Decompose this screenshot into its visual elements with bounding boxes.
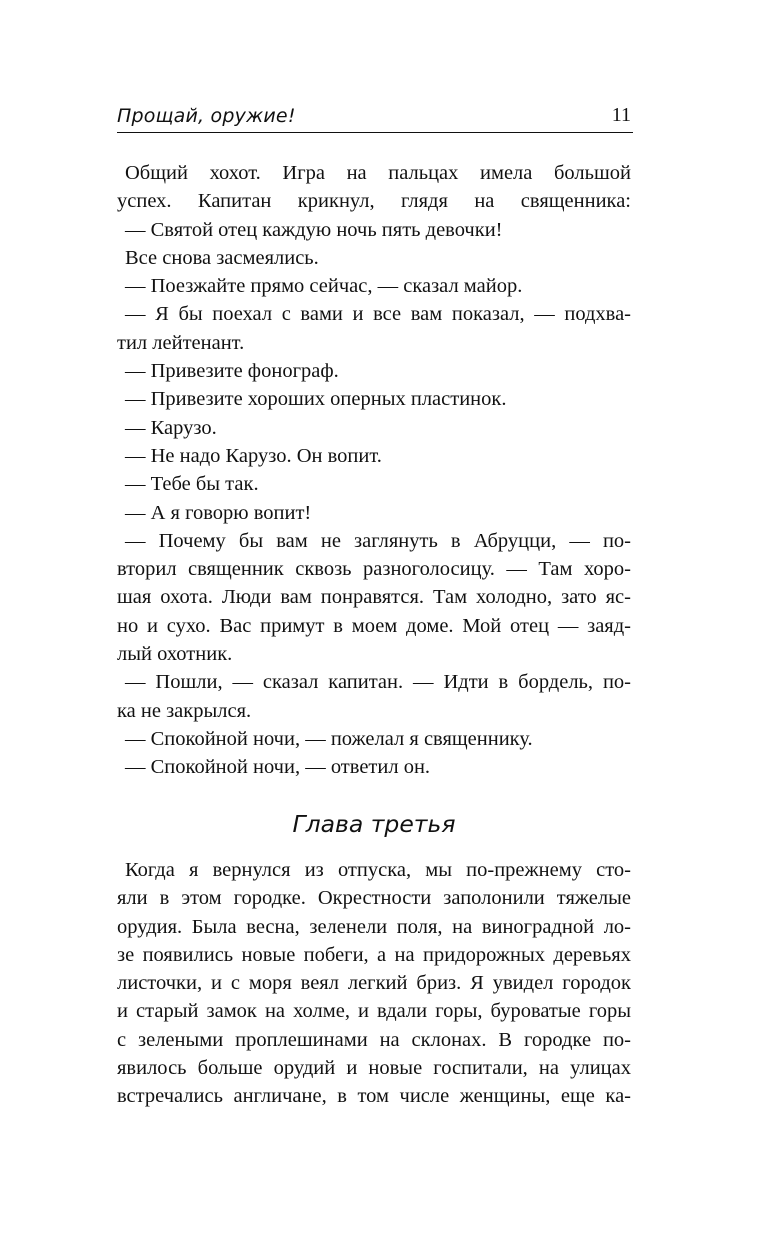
text-line: яли в этом городке. Окрестности заполонили тяжелые <box>117 887 631 910</box>
text-line: лый охотник. <box>117 643 233 666</box>
text-line: но и сухо. Вас примут в моем доме. Мой отец — заяд- <box>117 614 631 637</box>
text-line: — Спокойной ночи, — ответил он. <box>125 756 431 779</box>
text-line: Все снова засмеялись. <box>125 246 319 269</box>
text-line: — Не надо Карузо. Он вопит. <box>125 444 382 467</box>
text-line: Общий хохот. Игра на пальцах имела большой <box>125 162 631 184</box>
text-line: и старый замок на холме, и вдали горы, буроватые горы <box>117 1000 631 1023</box>
text-line: — Поезжайте прямо сейчас, — сказал майор. <box>125 275 523 298</box>
page-number: 11 <box>611 104 631 126</box>
text-line: — Почему бы вам не заглянуть в Абруцци, — по- <box>125 529 631 552</box>
text-line: ка не закрылся. <box>117 699 252 722</box>
text-line: зе появились новые побеги, а на придорожных деревьях <box>117 943 631 966</box>
chapter-title: Глава третья <box>292 810 456 838</box>
running-head <box>117 98 633 133</box>
text-line: орудия. Была весна, зеленели поля, на виноградной ло- <box>117 915 631 938</box>
text-block-chapter-three <box>117 856 631 1111</box>
text-line: тил лейтенант. <box>117 331 245 354</box>
text-line: шая охота. Люди вам понравятся. Там холодно, зато яс- <box>117 586 631 609</box>
running-head-title: Прощай, оружие! <box>117 105 296 127</box>
text-line: вторил священник сквозь разноголосицу. — Там хоро- <box>117 558 631 581</box>
text-line: — А я говорю вопит! <box>125 501 312 524</box>
text-block-dialogue <box>117 159 631 782</box>
text-line: встречались англичане, в том числе женщины, еще ка- <box>117 1085 631 1108</box>
text-line: — Пошли, — сказал капитан. — Идти в бордель, по- <box>125 671 631 694</box>
text-line: Когда я вернулся из отпуска, мы по-прежнему сто- <box>125 859 631 881</box>
text-line: — Привезите хороших оперных пластинок. <box>125 388 507 411</box>
text-line: — Карузо. <box>125 416 217 439</box>
text-line: — Привезите фонограф. <box>125 360 339 383</box>
text-line: — Тебе бы так. <box>125 473 259 496</box>
text-line: — Я бы поехал с вами и все вам показал, — подхва- <box>125 303 631 326</box>
text-line: — Спокойной ночи, — пожелал я священнику. <box>125 727 533 750</box>
text-line: — Святой отец каждую ночь пять девочки! <box>125 218 503 241</box>
text-line: явилось больше орудий и новые госпитали, на улицах <box>117 1057 631 1080</box>
text-line: листочки, и с моря веял легкий бриз. Я увидел городок <box>117 972 631 995</box>
text-line: успех. Капитан крикнул, глядя на священника: <box>117 190 631 213</box>
text-line: с зелеными проплешинами на склонах. В городке по- <box>117 1028 631 1051</box>
